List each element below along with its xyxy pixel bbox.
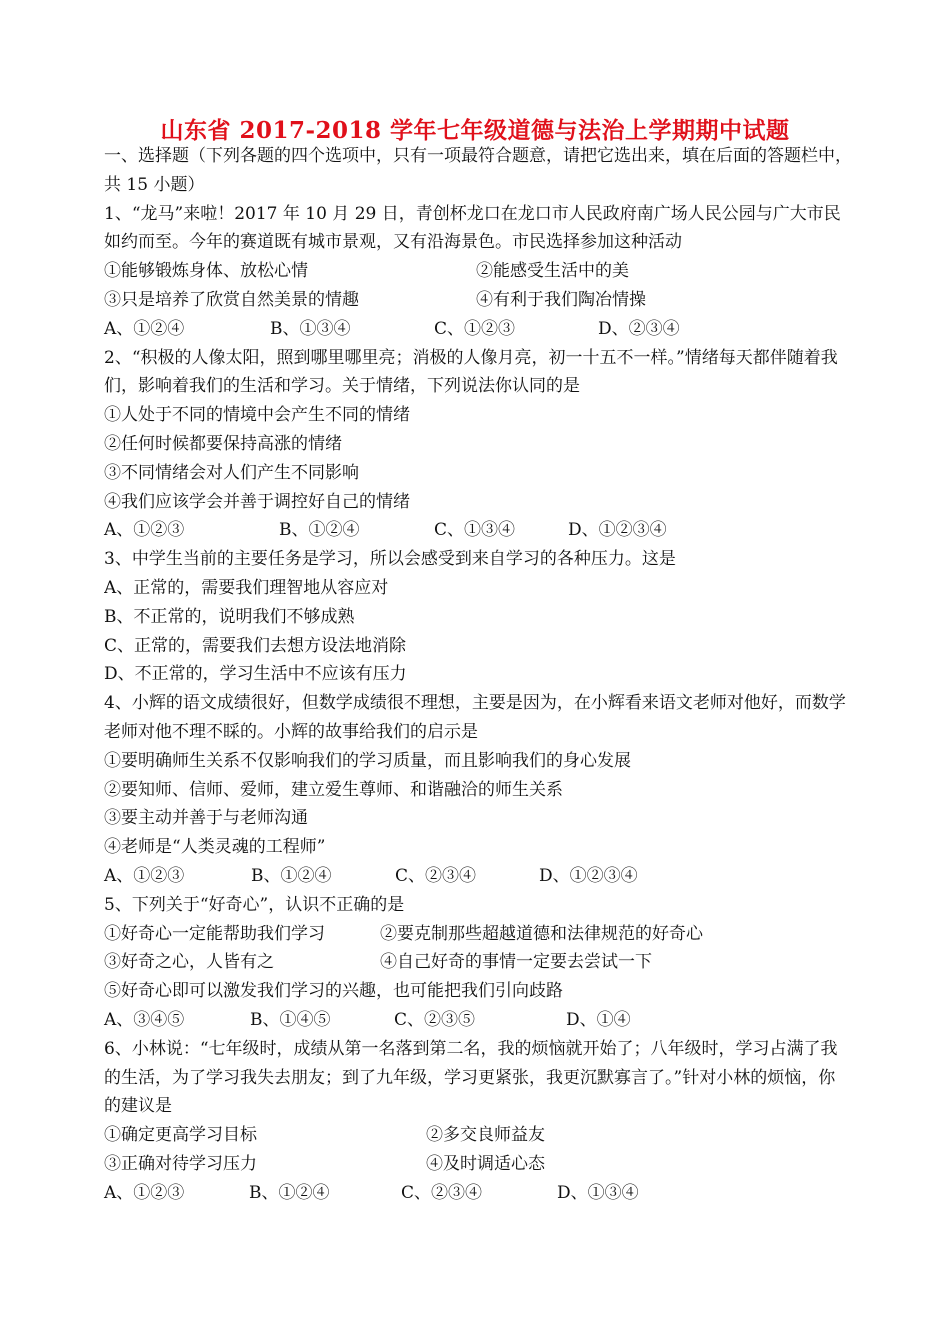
page-title: 山东省 2017-2018 学年七年级道德与法治上学期期中试题 <box>160 117 790 144</box>
statement: ②多交良师益友 <box>426 1125 545 1146</box>
statement: ①人处于不同的情境中会产生不同的情绪 <box>104 405 410 426</box>
section-intro: 一、选择题（下列各题的四个选项中，只有一项最符合题意，请把它选出来，填在后面的答题栏中，共 15 小题） <box>104 146 852 195</box>
statement: ②任何时候都要保持高涨的情绪 <box>104 433 342 454</box>
option-b: B、①④⑤ <box>250 1009 331 1030</box>
question-3-stem: 3、中学生当前的主要任务是学习，所以会感受到来自学习的各种压力。这是 <box>104 549 676 570</box>
option-c: C、①②③ <box>434 318 516 339</box>
option-d: D、①②③④ <box>539 865 638 886</box>
statement: ②要克制那些超越道德和法律规范的好奇心 <box>380 923 703 944</box>
exam-body <box>104 142 852 1207</box>
option-d: D、①③④ <box>557 1182 639 1203</box>
question-1-stem: 1、“龙马”来啦！2017 年 10 月 29 日，青创杯龙口在龙口市人民政府南广场人民公园与广大市民如约而至。今年的赛道既有城市景观，又有沿海景色。市民选择参加这种活动 <box>104 203 841 253</box>
question-6-options <box>104 1179 852 1208</box>
statement: ③正确对待学习压力 <box>104 1153 257 1174</box>
statement: ①能够锻炼身体、放松心情 <box>104 261 308 282</box>
statement: ④及时调适心态 <box>426 1153 545 1174</box>
option-c: C、②③⑤ <box>394 1009 476 1030</box>
option-b: B、①③④ <box>270 318 351 339</box>
option-d: D、不正常的，学习生活中不应该有压力 <box>104 664 407 685</box>
statement: ①确定更高学习目标 <box>104 1125 257 1146</box>
statement: ①要明确师生关系不仅影响我们的学习质量，而且影响我们的身心发展 <box>104 750 631 771</box>
option-d: D、①④ <box>566 1009 631 1030</box>
question-2-options <box>104 516 852 545</box>
statement: ④我们应该学会并善于调控好自己的情绪 <box>104 491 410 512</box>
statement: ⑤好奇心即可以激发我们学习的兴趣，也可能把我们引向歧路 <box>104 981 563 1002</box>
option-a: A、正常的，需要我们理智地从容应对 <box>104 577 389 598</box>
statement: ③只是培养了欣赏自然美景的情趣 <box>104 289 359 310</box>
option-c: C、②③④ <box>395 865 477 886</box>
statement: ②能感受生活中的美 <box>476 261 629 282</box>
question-5-options <box>104 1006 852 1035</box>
option-b: B、①②④ <box>251 865 332 886</box>
option-a: A、①②④ <box>104 318 185 339</box>
question-1-statements-row-2 <box>104 286 852 315</box>
question-6-statements-row-2 <box>104 1150 852 1179</box>
option-a: A、①②③ <box>104 1182 185 1203</box>
option-b: B、①②④ <box>249 1182 330 1203</box>
statement: ③好奇之心，人皆有之 <box>104 952 274 973</box>
question-5-statements-row-2 <box>104 948 852 977</box>
question-5-stem: 5、下列关于“好奇心”，认识不正确的是 <box>104 894 405 915</box>
statement: ①好奇心一定能帮助我们学习 <box>104 923 325 944</box>
statement: ③要主动并善于与老师沟通 <box>104 808 308 829</box>
question-5-statements-row-1 <box>104 920 852 949</box>
option-d: D、①②③④ <box>568 520 667 541</box>
option-c: C、①③④ <box>434 520 516 541</box>
question-6-stem: 6、小林说：“七年级时，成绩从第一名落到第二名，我的烦恼就开始了；八年级时，学习占满了我的生活，为了学习我失去朋友；到了九年级，学习更紧张，我更沉默寡言了。”针对小林的烦恼，你的建议是 <box>104 1038 838 1117</box>
question-1-statements-row-1 <box>104 257 852 286</box>
option-a: A、①②③ <box>104 865 185 886</box>
option-a: A、③④⑤ <box>104 1009 185 1030</box>
statement: ③不同情绪会对人们产生不同影响 <box>104 462 359 483</box>
option-b: B、①②④ <box>279 520 360 541</box>
question-1-options <box>104 315 852 344</box>
question-4-stem: 4、小辉的语文成绩很好，但数学成绩很不理想，主要是因为，在小辉看来语文老师对他好，而数学老师对他不理不睬的。小辉的故事给我们的启示是 <box>104 693 846 742</box>
statement: ④有利于我们陶冶情操 <box>476 289 646 310</box>
question-4-options <box>104 862 852 891</box>
statement: ④自己好奇的事情一定要去尝试一下 <box>380 952 652 973</box>
question-6-statements-row-1 <box>104 1121 852 1150</box>
option-b: B、不正常的，说明我们不够成熟 <box>104 606 355 627</box>
statement: ②要知师、信师、爱师，建立爱生尊师、和谐融洽的师生关系 <box>104 779 563 800</box>
option-a: A、①②③ <box>104 520 185 541</box>
question-2-stem: 2、“积极的人像太阳，照到哪里哪里亮；消极的人像月亮，初一十五不一样。”情绪每天都伴随着我们，影响着我们的生活和学习。关于情绪，下列说法你认同的是 <box>104 347 838 397</box>
option-d: D、②③④ <box>598 318 680 339</box>
option-c: C、②③④ <box>401 1182 483 1203</box>
statement: ④老师是“人类灵魂的工程师” <box>104 837 326 858</box>
option-c: C、正常的，需要我们去想方设法地消除 <box>104 635 407 656</box>
